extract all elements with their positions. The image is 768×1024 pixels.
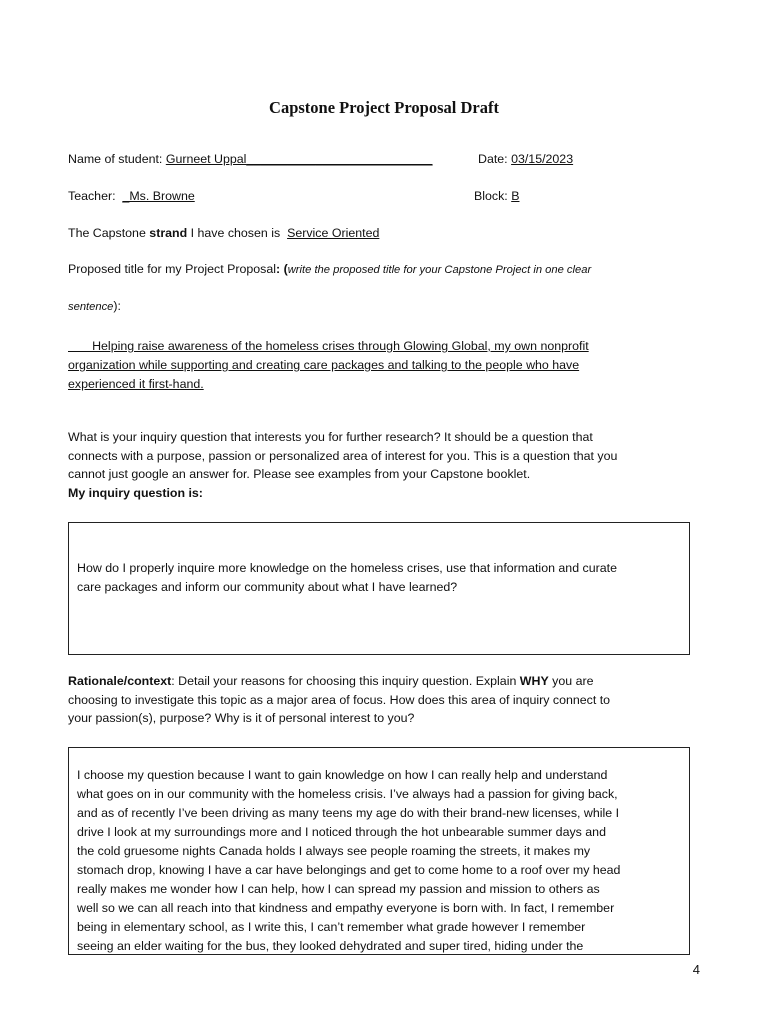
proposed-title-closing: ):	[113, 299, 121, 313]
strand-row	[68, 225, 379, 241]
box-line: really makes me wonder how I can help, how I can spread my passion and mission to others as	[77, 882, 600, 896]
date-value: 03/15/2023	[511, 152, 574, 166]
inquiry-prompt	[68, 428, 688, 502]
rationale-text-a: : Detail your reasons for choosing this inquiry question. Explain	[171, 674, 517, 688]
strand-prefix: The Capstone	[68, 226, 146, 240]
teacher-row	[68, 188, 195, 204]
prompt-line: cannot just google an answer for. Please see examples from your Capstone booklet.	[68, 467, 531, 481]
document-title: Capstone Project Proposal Draft	[269, 98, 499, 117]
proposed-title-instruction: write the proposed title for your Capstone Project in one clear	[287, 264, 592, 276]
proposed-title-colon: :	[275, 262, 281, 276]
box-line: drive I look at my surroundings more and I noticed through the hot unbearable summer days and	[77, 825, 606, 839]
strand-value: Service Oriented	[287, 226, 380, 240]
answer-line: organization while supporting and creating care packages and talking to the people who have	[68, 358, 580, 372]
inquiry-heading: My inquiry question is:	[68, 485, 203, 500]
rationale-text-b: you are	[552, 674, 594, 688]
rationale-answer-box	[68, 747, 690, 955]
answer-line: experienced it first-hand.	[68, 377, 204, 391]
proposed-title-answer	[68, 337, 589, 394]
teacher-name: _Ms. Browne	[122, 189, 195, 203]
student-blank: ___________________________	[246, 152, 433, 166]
rationale-why: WHY	[519, 674, 549, 688]
strand-bold: strand	[149, 226, 188, 240]
page-number: 4	[692, 962, 700, 977]
teacher-label: Teacher:	[68, 189, 116, 203]
rationale-label: Rationale/context	[68, 674, 172, 688]
box-line: I choose my question because I want to gain knowledge on how I can really help and understand	[77, 768, 608, 782]
rationale-line: choosing to investigate this topic as a major area of focus. How does this area of inquiry connect to	[68, 692, 611, 707]
date-label: Date:	[478, 152, 508, 166]
box-line: seeing an elder waiting for the bus, they looked dehydrated and super tired, hiding under the	[77, 939, 584, 953]
block-row	[474, 188, 519, 204]
block-label: Block:	[474, 189, 508, 203]
inquiry-answer-box	[68, 522, 690, 655]
box-line: and as of recently I’ve been driving as many teens my age do with their brand-new licenses, while I	[77, 806, 620, 820]
box-line: being in elementary school, as I write this, I can’t remember what grade however I remember	[77, 920, 586, 934]
proposed-title-row-2	[68, 298, 121, 315]
block-value: B	[511, 189, 520, 203]
student-name: Gurneet Uppal	[165, 152, 247, 166]
box-line: How do I properly inquire more knowledge on the homeless crises, use that information and curate	[77, 561, 617, 575]
box-line: the cold gruesome nights Canada holds I always see people roaming the streets, it makes my	[77, 844, 591, 858]
proposed-title-row	[68, 261, 591, 278]
prompt-line: connects with a purpose, passion or personalized area of interest for you. This is a question that you	[68, 448, 618, 463]
box-line: well so we can all reach into that kindness and empathy everyone is born with. In fact, I remember	[77, 901, 615, 915]
proposed-title-label: Proposed title for my Project Proposal	[68, 262, 276, 276]
strand-suffix: I have chosen is	[190, 226, 281, 240]
prompt-line: What is your inquiry question that interests you for further research? It should be a question that	[68, 430, 593, 444]
proposed-title-paren: (	[283, 262, 288, 276]
box-line: stomach drop, knowing I have a car have belongings and get to come home to a roof over my head	[77, 863, 621, 877]
box-line: what goes on in our community with the homeless crisis. I’ve always had a passion for giving back,	[77, 787, 618, 801]
answer-line: Helping raise awareness of the homeless crises through Glowing Global, my own nonprofit	[68, 339, 589, 353]
rationale-line-1	[68, 672, 688, 691]
date-row	[478, 151, 573, 167]
rationale-line: your passion(s), purpose? Why is it of personal interest to you?	[68, 711, 415, 725]
student-row	[68, 151, 432, 167]
proposed-title-instruction-2: sentence	[68, 301, 114, 313]
box-line: care packages and inform our community about what I have learned?	[77, 580, 458, 594]
rationale-prompt	[68, 672, 688, 728]
student-label: Name of student:	[68, 152, 163, 166]
